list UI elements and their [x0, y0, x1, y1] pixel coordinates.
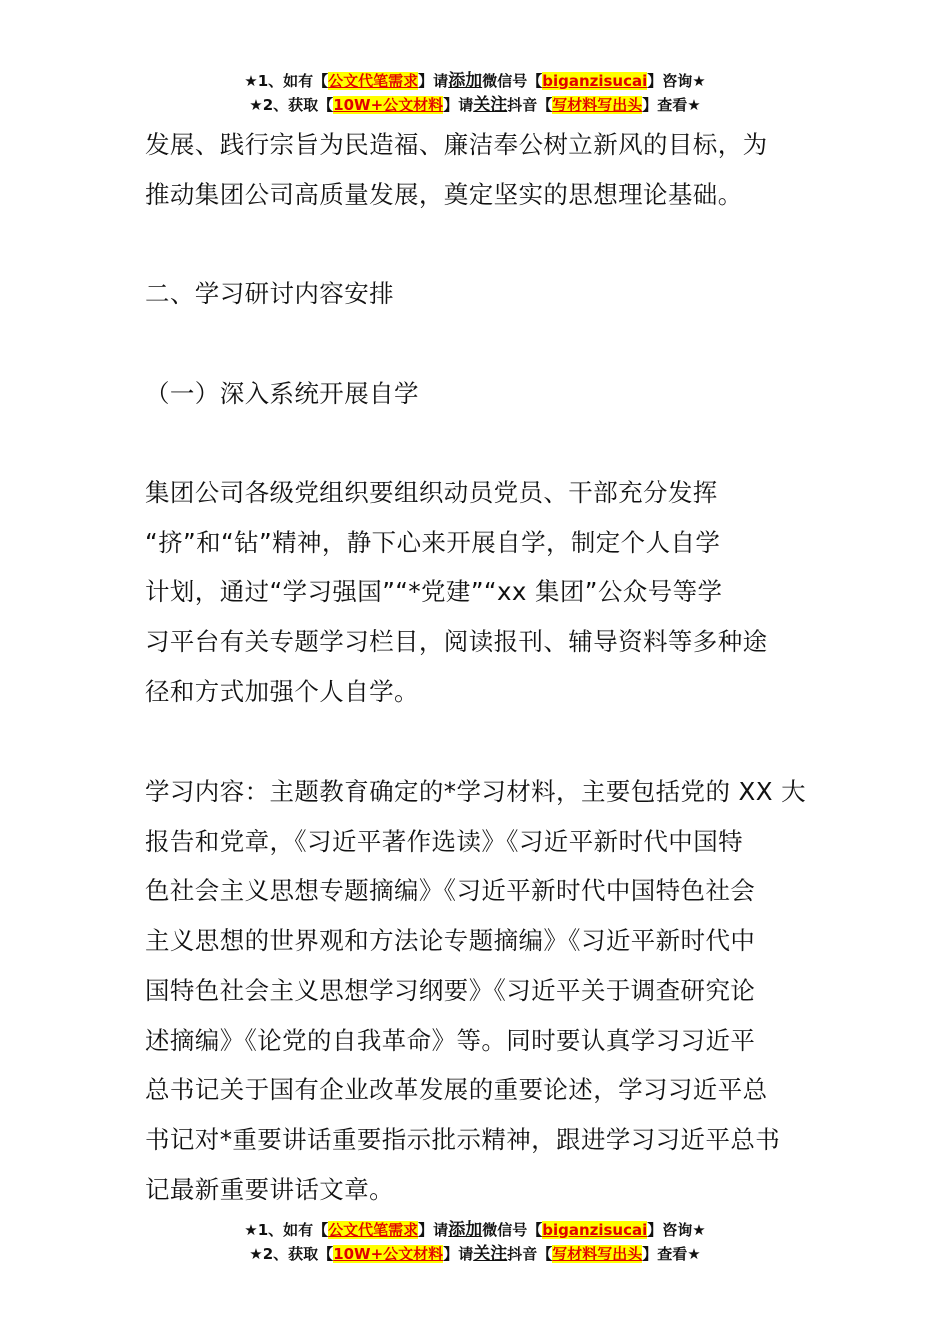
- banner-text: 】查看★: [642, 96, 701, 114]
- banner-line2: [0, 1242, 950, 1266]
- banner-text: ★2、获取【: [249, 1245, 334, 1263]
- paragraph-line: 推动集团公司高质量发展，奠定坚实的思想理论基础。: [145, 179, 743, 209]
- paragraph-line: 计划，通过“学习强国”“*党建”“xx 集团”公众号等学: [145, 577, 723, 607]
- banner-text: 】咨询★: [647, 72, 706, 90]
- highlight-text: biganzisucai: [542, 72, 648, 90]
- banner-text: 微信号【: [482, 72, 543, 90]
- banner-text: 抖音【: [507, 96, 553, 114]
- banner-text: 抖音【: [507, 1245, 553, 1263]
- paragraph-line: 径和方式加强个人自学。: [145, 676, 419, 706]
- paragraph-line: 报告和党章，《习近平著作选读》《习近平新时代中国特: [145, 826, 743, 856]
- banner-text: ★2、获取【: [249, 96, 334, 114]
- banner-text: 】请: [443, 96, 474, 114]
- banner-text: 】咨询★: [647, 1221, 706, 1239]
- banner-text: 微信号【: [482, 1221, 543, 1239]
- banner-text: 】请: [443, 1245, 474, 1263]
- banner-text: 添加: [448, 71, 483, 91]
- highlight-text: 写材料写出头: [552, 96, 643, 114]
- banner-text: 添加: [448, 1220, 483, 1240]
- banner-line1: [0, 1218, 950, 1242]
- paragraph-line: 色社会主义思想专题摘编》《习近平新时代中国特色社会: [145, 876, 756, 906]
- paragraph-line: 学习内容：主题教育确定的*学习材料，主要包括党的 XX 大: [145, 777, 806, 806]
- highlight-text: 写材料写出头: [552, 1245, 643, 1263]
- banner-text: 】请: [418, 1221, 449, 1239]
- paragraph-line: 国特色社会主义思想学习纲要》《习近平关于调查研究论: [145, 975, 756, 1005]
- banner-text: 】请: [418, 72, 449, 90]
- highlight-text: 公文代笔需求: [328, 1221, 419, 1239]
- banner-text: ★1、如有【: [244, 72, 329, 90]
- paragraph-line: “挤”和“钻”精神，静下心来开展自学，制定个人自学: [145, 527, 721, 557]
- banner-text: 关注: [473, 1244, 508, 1264]
- paragraph-line: 发展、践行宗旨为民造福、廉洁奉公树立新风的目标，为: [145, 130, 768, 159]
- highlight-text: 10W+公文材料: [333, 96, 444, 114]
- banner-line2: [0, 93, 950, 117]
- paragraph-line: 主义思想的世界观和方法论专题摘编》《习近平新时代中: [145, 926, 756, 956]
- subsection-heading: （一）深入系统开展自学: [145, 379, 419, 408]
- paragraph-line: 集团公司各级党组织要组织动员党员、干部充分发挥: [145, 478, 718, 507]
- highlight-text: 公文代笔需求: [328, 72, 419, 90]
- banner-text: 】查看★: [642, 1245, 701, 1263]
- paragraph-line: 习平台有关专题学习栏目，阅读报刊、辅导资料等多种途: [145, 627, 768, 657]
- banner-text: ★1、如有【: [244, 1221, 329, 1239]
- paragraph-line: 记最新重要讲话文章。: [145, 1174, 394, 1204]
- section-heading: 二、学习研讨内容安排: [145, 279, 394, 308]
- highlight-text: 10W+公文材料: [333, 1245, 444, 1263]
- highlight-text: biganzisucai: [542, 1221, 648, 1239]
- paragraph-line: 总书记关于国有企业改革发展的重要论述，学习习近平总: [145, 1075, 768, 1105]
- paragraph-line: 述摘编》《论党的自我革命》等。同时要认真学习习近平: [145, 1025, 756, 1055]
- banner-text: 关注: [473, 95, 508, 115]
- banner-line1: [0, 69, 950, 93]
- paragraph-line: 书记对*重要讲话重要指示批示精神，跟进学习习近平总书: [145, 1124, 781, 1154]
